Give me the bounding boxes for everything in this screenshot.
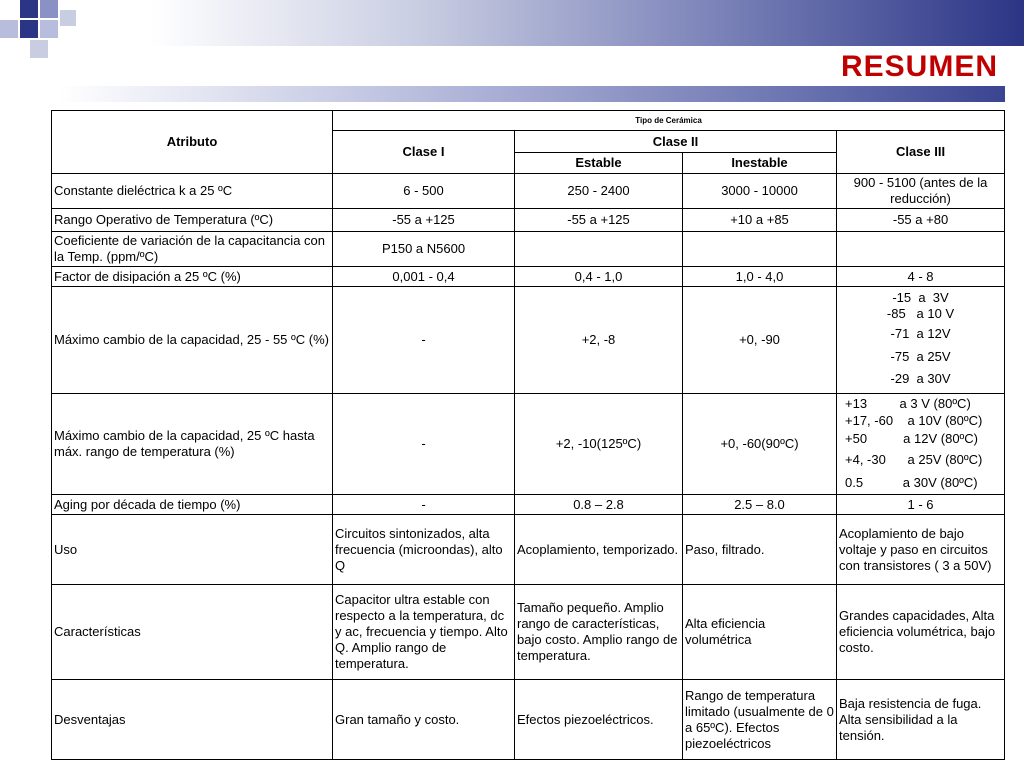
header-clase-2: Clase II xyxy=(515,131,837,153)
cell-inestable: +0, -90 xyxy=(683,287,837,394)
header-clase-1: Clase I xyxy=(333,131,515,174)
cell-clase-3-voltages xyxy=(837,287,1005,394)
cell-clase-3: 1 - 6 xyxy=(837,495,1005,515)
cell-estable: Efectos piezoeléctricos. xyxy=(515,680,683,760)
cell-clase-3 xyxy=(837,232,1005,267)
table-row xyxy=(52,680,1005,760)
cell-estable: 250 - 2400 xyxy=(515,174,683,209)
ceramic-comparison-table xyxy=(51,110,1005,760)
title-rule xyxy=(0,86,1005,102)
decor-square xyxy=(0,20,18,38)
cell-clase-3: Baja resistencia de fuga. Alta sensibilidad a la tensión. xyxy=(837,680,1005,760)
cell-clase-3: -55 a +80 xyxy=(837,209,1005,232)
cell-clase-1: 6 - 500 xyxy=(333,174,515,209)
cell-inestable: 2.5 – 8.0 xyxy=(683,495,837,515)
decor-square xyxy=(60,10,76,26)
voltage-line: -71 a 12V xyxy=(890,326,951,341)
row-attribute: Coeficiente de variación de la capacitancia con la Temp. (ppm/ºC) xyxy=(52,232,333,267)
row-attribute: Aging por década de tiempo (%) xyxy=(52,495,333,515)
cell-estable: 0.8 – 2.8 xyxy=(515,495,683,515)
cell-estable: +2, -8 xyxy=(515,287,683,394)
cell-inestable: 1,0 - 4,0 xyxy=(683,267,837,287)
slide-title: RESUMEN xyxy=(840,50,998,83)
cell-inestable: +0, -60(90ºC) xyxy=(683,394,837,495)
cell-inestable: +10 a +85 xyxy=(683,209,837,232)
voltage-line: +17, -60 a 10V (80ºC) xyxy=(845,412,983,428)
row-attribute: Características xyxy=(52,585,333,680)
cell-clase-1: Capacitor ultra estable con respecto a la temperatura, dc y ac, frecuencia y tiempo. Alto Q. Amplio rango de temperatura. xyxy=(333,585,515,680)
cell-clase-1: - xyxy=(333,287,515,394)
cell-estable: Acoplamiento, temporizado. xyxy=(515,515,683,585)
header-clase-3: Clase III xyxy=(837,131,1005,174)
table-row xyxy=(52,209,1005,232)
cell-clase-1: P150 a N5600 xyxy=(333,232,515,267)
table-row xyxy=(52,585,1005,680)
row-attribute: Desventajas xyxy=(52,680,333,760)
table-row xyxy=(52,267,1005,287)
decor-square xyxy=(40,0,58,18)
voltage-line: -85 a 10 V xyxy=(886,306,955,321)
cell-clase-1: Circuitos sintonizados, alta frecuencia (microondas), alto Q xyxy=(333,515,515,585)
table-row xyxy=(52,232,1005,267)
cell-clase-3: Grandes capacidades, Alta eficiencia volumétrica, bajo costo. xyxy=(837,585,1005,680)
table-row xyxy=(52,515,1005,585)
cell-clase-1: Gran tamaño y costo. xyxy=(333,680,515,760)
table-row xyxy=(52,394,1005,495)
cell-clase-1: - xyxy=(333,495,515,515)
cell-clase-1: - xyxy=(333,394,515,495)
row-attribute: Uso xyxy=(52,515,333,585)
table-row xyxy=(52,287,1005,394)
voltage-line: +50 a 12V (80ºC) xyxy=(845,430,979,446)
cell-inestable: Rango de temperatura limitado (usualmente de 0 a 65ºC). Efectos piezoeléctricos xyxy=(683,680,837,760)
header-inestable: Inestable xyxy=(683,153,837,174)
cell-inestable: Alta eficiencia volumétrica xyxy=(683,585,837,680)
cell-estable xyxy=(515,232,683,267)
decor-square xyxy=(30,40,48,58)
cell-estable: 0,4 - 1,0 xyxy=(515,267,683,287)
cell-inestable: Paso, filtrado. xyxy=(683,515,837,585)
voltage-line: 0.5 a 30V (80ºC) xyxy=(845,474,978,490)
voltage-line: +13 a 3 V (80ºC) xyxy=(845,395,971,411)
cell-clase-3: Acoplamiento de bajo voltaje y paso en circuitos con transistores ( 3 a 50V) xyxy=(837,515,1005,585)
row-attribute: Rango Operativo de Temperatura (ºC) xyxy=(52,209,333,232)
row-attribute: Factor de disipación a 25 ºC (%) xyxy=(52,267,333,287)
cell-estable: Tamaño pequeño. Amplio rango de características, bajo costo. Amplio rango de temperatura. xyxy=(515,585,683,680)
voltage-line: -75 a 25V xyxy=(890,349,951,364)
cell-inestable: 3000 - 10000 xyxy=(683,174,837,209)
voltage-line: -15 a 3V xyxy=(892,290,949,305)
table-row xyxy=(52,495,1005,515)
voltage-line: -29 a 30V xyxy=(890,371,951,386)
header-tipo-ceramica: Tipo de Cerámica xyxy=(333,111,1005,131)
decor-square xyxy=(40,20,58,38)
header-estable: Estable xyxy=(515,153,683,174)
row-attribute: Máximo cambio de la capacidad, 25 ºC hasta máx. rango de temperatura (%) xyxy=(52,394,333,495)
decor-square xyxy=(20,20,38,38)
voltage-line: +4, -30 a 25V (80ºC) xyxy=(845,451,983,467)
cell-clase-1: 0,001 - 0,4 xyxy=(333,267,515,287)
cell-clase-3: 900 - 5100 (antes de la reducción) xyxy=(837,174,1005,209)
table-row xyxy=(52,174,1005,209)
cell-clase-3-voltages xyxy=(837,394,1005,495)
cell-clase-1: -55 a +125 xyxy=(333,209,515,232)
cell-clase-3: 4 - 8 xyxy=(837,267,1005,287)
row-attribute: Constante dieléctrica k a 25 ºC xyxy=(52,174,333,209)
row-attribute: Máximo cambio de la capacidad, 25 - 55 ºC (%) xyxy=(52,287,333,394)
header-atributo: Atributo xyxy=(52,111,333,174)
cell-inestable xyxy=(683,232,837,267)
cell-estable: -55 a +125 xyxy=(515,209,683,232)
header-gradient-band xyxy=(0,0,1024,46)
cell-estable: +2, -10(125ºC) xyxy=(515,394,683,495)
decor-square xyxy=(20,0,38,18)
